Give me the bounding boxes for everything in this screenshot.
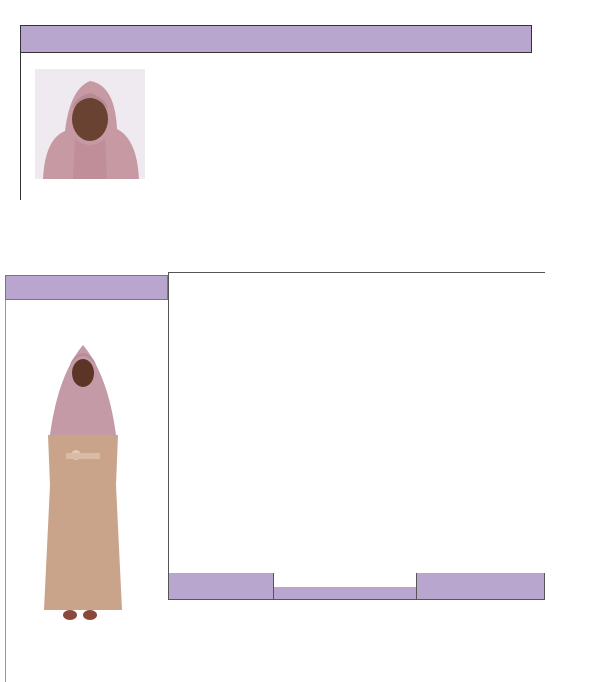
experience-table xyxy=(20,200,533,265)
skills-table xyxy=(168,600,545,669)
skill-header-blank xyxy=(274,573,417,600)
full-body-illustration xyxy=(38,335,128,630)
skill-header-arabic xyxy=(417,573,545,600)
skill-header-row xyxy=(168,573,545,600)
personal-info-table xyxy=(20,53,533,200)
full-body-photo xyxy=(38,335,128,630)
cv-title-bar xyxy=(20,25,532,53)
photo-label-bar xyxy=(5,275,168,300)
top-section xyxy=(20,25,533,265)
skill-title-cell xyxy=(168,573,274,600)
details-table xyxy=(168,272,545,573)
